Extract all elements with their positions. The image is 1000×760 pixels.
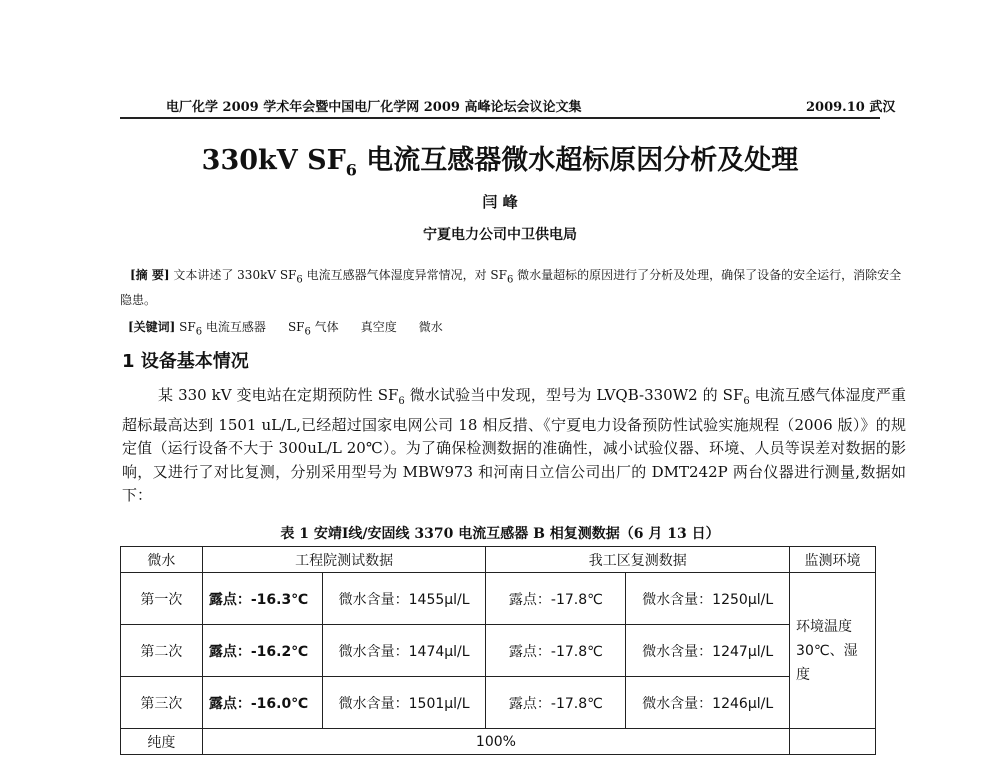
abstract bbox=[120, 265, 902, 310]
abstract-text-1: 文本讲述了 330kV SF bbox=[169, 268, 297, 282]
abstract-sub-2: 6 bbox=[506, 274, 514, 286]
water-content-a: 微水含量：1474µl/L bbox=[322, 625, 486, 677]
monitoring-environment: 环境温度 30℃、湿度 bbox=[790, 573, 876, 729]
dew-point-b: 露点：-17.8℃ bbox=[486, 625, 626, 677]
body-text-3: 电流互感气体湿度严重超标最高达到 1501 uL/L,已经超过国家电网公司 18 相反措、《宁夏电力设备预防性试验实施规程（2006 版）》的规定值（运行设备不大于 300uL/L 20℃）。为了确保检测数据的准确性，减小试验仪器、环境、人员等误差对数据的影响，又进行了对比复测，分别采用型号为 MBW973 和河南日立信公司出厂的 DMT242P 两台仪器进行测量,数据如下： bbox=[122, 386, 906, 504]
table-header-cell: 工程院测试数据 bbox=[202, 547, 486, 573]
table-row bbox=[121, 573, 876, 625]
purity-label: 纯度 bbox=[121, 729, 203, 755]
table-header-cell: 监测环境 bbox=[790, 547, 876, 573]
data-table bbox=[120, 546, 876, 755]
header-rule bbox=[120, 117, 880, 119]
row-label: 第三次 bbox=[121, 677, 203, 729]
table-header-row bbox=[121, 547, 876, 573]
dew-point-a: 露点：-16.2℃ bbox=[202, 625, 322, 677]
keywords bbox=[128, 318, 888, 337]
dew-point-a: 露点：-16.0℃ bbox=[202, 677, 322, 729]
keyword-1-post: 电流互感器 bbox=[202, 320, 266, 334]
table-row bbox=[121, 625, 876, 677]
water-content-a: 微水含量：1501µl/L bbox=[322, 677, 486, 729]
purity-value: 100% bbox=[202, 729, 789, 755]
dew-point-b: 露点：-17.8℃ bbox=[486, 677, 626, 729]
table-caption: 表 1 安靖Ⅰ线/安固线 3370 电流互感器 B 相复测数据（6 月 13 日） bbox=[280, 526, 720, 542]
table-row bbox=[121, 677, 876, 729]
abstract-text-2: 电流互感器气体湿度异常情况，对 SF bbox=[302, 268, 507, 282]
keyword-1-pre: SF bbox=[175, 320, 196, 334]
water-content-b: 微水含量：1246µl/L bbox=[626, 677, 790, 729]
running-header-right: 2009.10 武汉 bbox=[806, 100, 896, 115]
affiliation: 宁夏电力公司中卫供电局 bbox=[423, 227, 577, 243]
running-header-left: 电厂化学 2009 学术年会暨中国电厂化学网 2009 高峰论坛会议论文集 bbox=[166, 100, 582, 115]
keyword-2-post: 气体 bbox=[310, 320, 339, 334]
abstract-sub-1: 6 bbox=[296, 274, 303, 286]
row-label: 第二次 bbox=[121, 625, 203, 677]
water-content-b: 微水含量：1250µl/L bbox=[626, 573, 790, 625]
table-header-cell: 我工区复测数据 bbox=[486, 547, 790, 573]
body-sub-1: 6 bbox=[398, 396, 405, 407]
title-subscript: 6 bbox=[345, 160, 357, 180]
keyword-4: 微水 bbox=[418, 320, 443, 334]
keyword-2-pre: SF bbox=[287, 320, 305, 334]
body-text-1: 某 330 kV 变电站在定期预防性 SF bbox=[158, 386, 399, 404]
keyword-3: 真空度 bbox=[360, 320, 397, 334]
row-label: 第一次 bbox=[121, 573, 203, 625]
water-content-a: 微水含量：1455µl/L bbox=[322, 573, 486, 625]
table-row-purity bbox=[121, 729, 876, 755]
author: 闫 峰 bbox=[482, 193, 518, 211]
dew-point-b: 露点：-17.8℃ bbox=[486, 573, 626, 625]
paper-title bbox=[0, 138, 1000, 179]
body-text-2: 微水试验当中发现，型号为 LVQB-330W2 的 SF bbox=[404, 386, 744, 404]
keyword-1-sub: 6 bbox=[195, 326, 203, 338]
dew-point-a: 露点：-16.3℃ bbox=[202, 573, 322, 625]
purity-env-cell bbox=[790, 729, 876, 755]
abstract-label: [摘 要] bbox=[130, 268, 170, 282]
title-suffix: 电流互感器微水超标原因分析及处理 bbox=[356, 145, 799, 176]
title-prefix: 330kV SF bbox=[201, 145, 346, 176]
keywords-label: [关键词] bbox=[128, 320, 176, 334]
body-sub-2: 6 bbox=[743, 396, 750, 407]
section-heading: 1 设备基本情况 bbox=[122, 351, 249, 372]
body-paragraph bbox=[122, 384, 906, 508]
keyword-2-sub: 6 bbox=[304, 326, 311, 338]
table-header-cell: 微水 bbox=[121, 547, 203, 573]
water-content-b: 微水含量：1247µl/L bbox=[626, 625, 790, 677]
abstract-text-3: 微水量超标的原因进行了分析及处理，确保了设备的安全运行，消除安全隐患。 bbox=[120, 268, 902, 308]
